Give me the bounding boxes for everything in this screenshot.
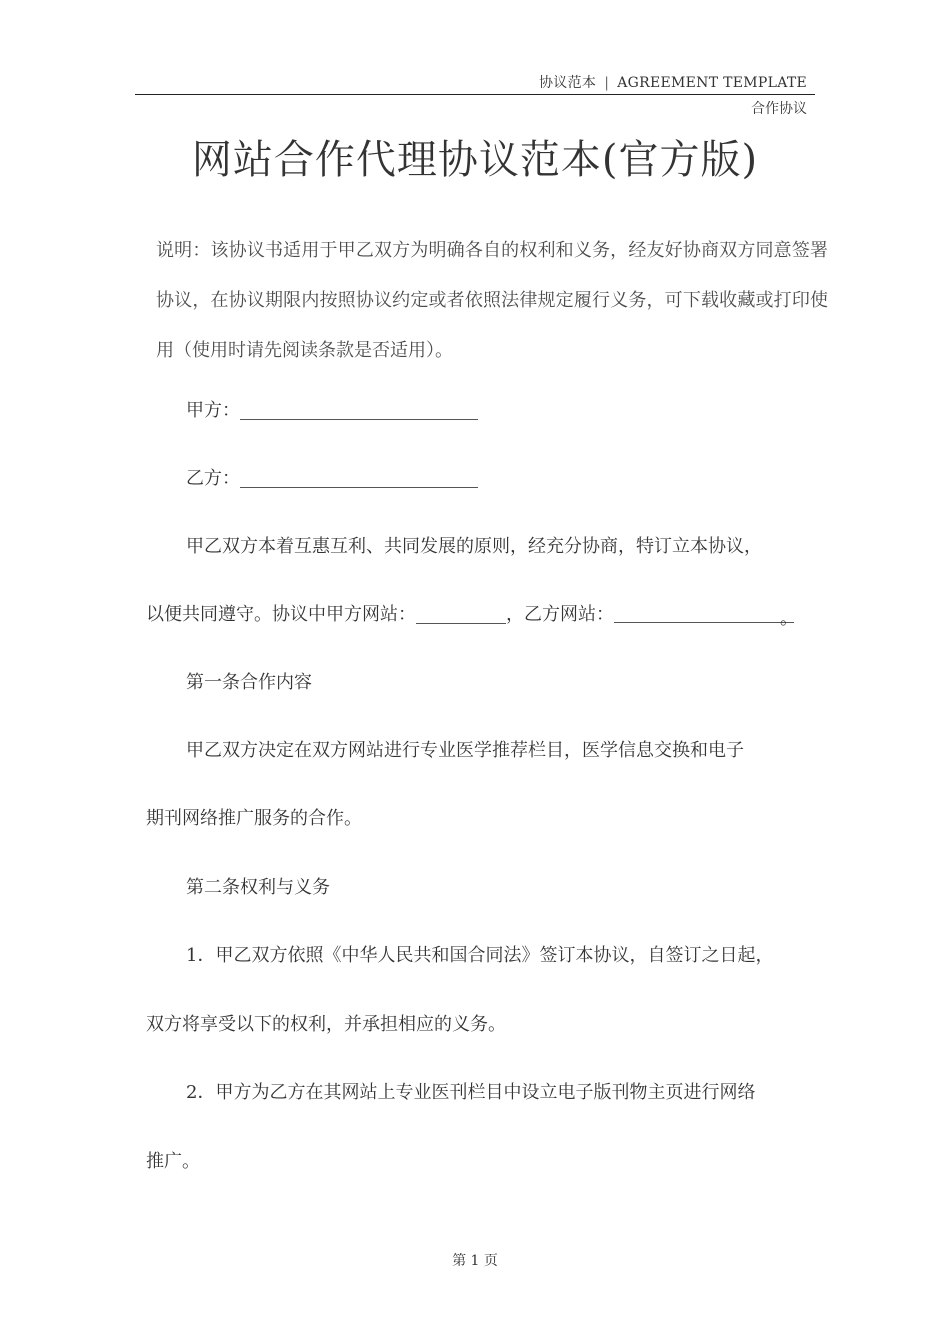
article-1-line-1: 甲乙双方决定在双方网站进行专业医学推荐栏目，医学信息交换和电子: [186, 740, 744, 761]
paragraph-1-text-a: 以便共同遵守。协议中甲方网站：: [146, 604, 416, 625]
header-text: [539, 72, 807, 92]
paragraph-1-text-c: 。: [780, 608, 798, 629]
party-a-website-blank: [416, 605, 506, 624]
item-1-line-1: 1．甲乙双方依照《中华人民共和国合同法》签订本协议，自签订之日起，: [186, 945, 774, 966]
paragraph-1-text-b: ，乙方网站：: [506, 604, 614, 625]
article-2-title: 第二条权利与义务: [186, 877, 330, 898]
item-2-line-1: 2．甲方为乙方在其网站上专业医刊栏目中设立电子版刊物主页进行网络: [186, 1082, 756, 1103]
article-1-line-2: 期刊网络推广服务的合作。: [146, 808, 362, 829]
header-subtitle: 合作协议: [751, 101, 807, 117]
paragraph-1-line-2: [146, 600, 798, 629]
header-english: AGREEMENT TEMPLATE: [617, 75, 807, 91]
party-b-website-blank: [614, 604, 798, 629]
header-separator: |: [604, 75, 610, 91]
party-b-blank: [240, 469, 478, 488]
party-a-label: 甲方：: [186, 400, 240, 421]
party-a-blank: [240, 401, 478, 420]
header-doc-type: 协议范本: [538, 75, 597, 91]
item-2-line-2: 推广。: [146, 1151, 200, 1172]
document-title: 网站合作代理协议范本(官方版): [191, 137, 759, 183]
paragraph-1-line-1: 甲乙双方本着互惠互利、共同发展的原则，经充分协商，特订立本协议，: [186, 536, 762, 557]
party-b-label: 乙方：: [186, 468, 240, 489]
article-1-title: 第一条合作内容: [186, 672, 312, 693]
party-b-line: [186, 464, 478, 490]
item-1-line-2: 双方将享受以下的权利，并承担相应的义务。: [146, 1014, 506, 1035]
party-a-line: [186, 396, 478, 422]
page-header: [135, 72, 815, 95]
page-number: 第 1 页: [452, 1253, 498, 1269]
intro-paragraph: 说明：该协议书适用于甲乙双方为明确各自的权利和义务，经友好协商双方同意签署协议，在协议期限内按照协议约定或者依照法律规定履行义务，可下载收藏或打印使用（使用时请先阅读条款是否适用）。: [156, 240, 828, 361]
